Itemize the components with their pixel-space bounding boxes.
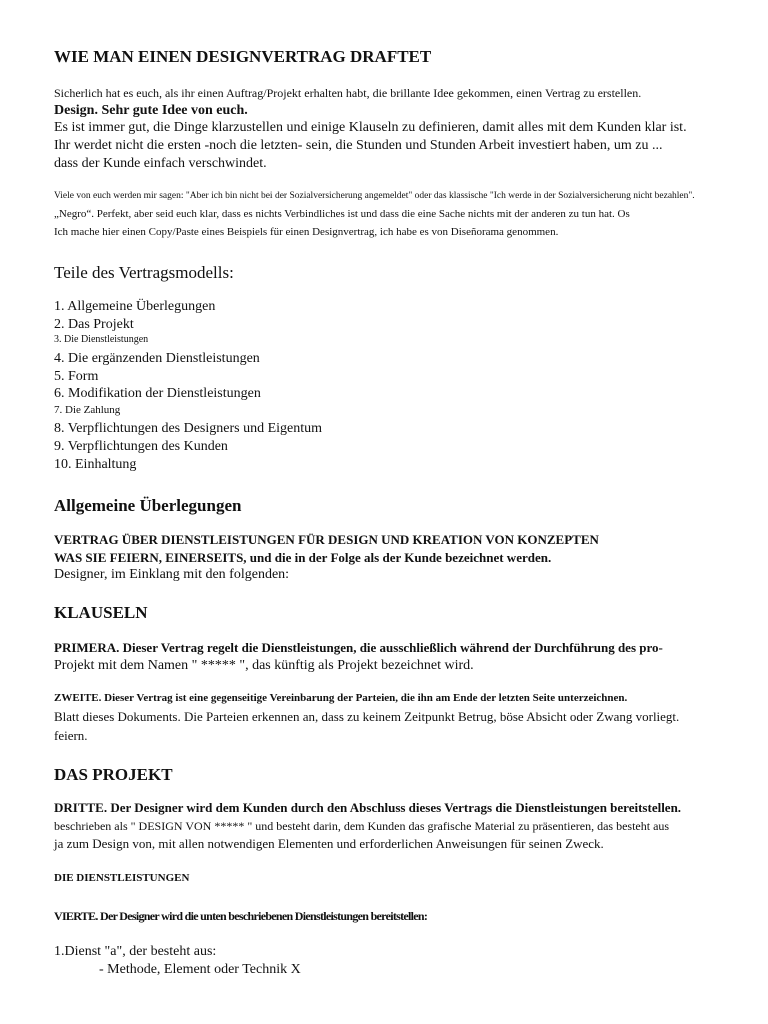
parts-item: 2. Das Projekt bbox=[54, 317, 134, 332]
dritte-line-1: beschrieben als " DESIGN VON ***** " und besteht darin, dem Kunden das grafische Material zu präsentieren, das besteht aus bbox=[54, 819, 670, 833]
vierte-bold-line: VIERTE. Der Designer wird die unten beschriebenen Dienstleistungen bereitstellen: bbox=[54, 909, 428, 923]
parts-item: 1. Allgemeine Überlegungen bbox=[54, 299, 216, 314]
service-item-1: 1.Dienst "a", der besteht aus: bbox=[54, 944, 217, 959]
parts-item: 4. Die ergänzenden Dienstleistungen bbox=[54, 351, 260, 366]
document-title: WIE MAN EINEN DESIGNVERTRAG DRAFTET bbox=[54, 47, 432, 66]
parts-item: 3. Die Dienstleistungen bbox=[54, 334, 149, 345]
general-heading: Allgemeine Überlegungen bbox=[54, 496, 242, 515]
general-bold-line-1: VERTRAG ÜBER DIENSTLEISTUNGEN FÜR DESIGN UND KREATION VON KONZEPTEN bbox=[54, 532, 599, 547]
dritte-line-2: ja zum Design von, mit allen notwendigen Elementen und erforderlichen Anweisungen für seinen Zweck. bbox=[54, 836, 604, 851]
service-item-1-sub: - Methode, Element oder Technik X bbox=[99, 962, 301, 977]
note-line-2: „Negro“. Perfekt, aber seid euch klar, dass es nichts Verbindliches ist und dass die eine Sache nichts mit der anderen zu tun hat. Os bbox=[54, 208, 630, 220]
parts-heading: Teile des Vertragsmodells: bbox=[54, 263, 234, 282]
general-bold-line-2: WAS SIE FEIERN, EINERSEITS, und die in der Folge als der Kunde bezeichnet werden. bbox=[54, 550, 552, 565]
parts-item: 10. Einhaltung bbox=[54, 457, 137, 472]
zweite-bold-line: ZWEITE. Dieser Vertrag ist eine gegenseitige Vereinbarung der Parteien, die ihn am Ende der letzten Seite unterzeichnen. bbox=[54, 692, 628, 704]
intro-line-3: Ihr werdet nicht die ersten -noch die letzten- sein, die Stunden und Stunden Arbeit investiert haben, um zu ... bbox=[54, 138, 663, 153]
parts-item: 8. Verpflichtungen des Designers und Eigentum bbox=[54, 421, 323, 436]
intro-bold-line: Design. Sehr gute Idee von euch. bbox=[54, 103, 248, 118]
general-line: Designer, im Einklang mit den folgenden: bbox=[54, 567, 290, 582]
dritte-bold-line: DRITTE. Der Designer wird dem Kunden durch den Abschluss dieses Vertrags die Dienstleistungen bereitstellen. bbox=[54, 800, 682, 815]
services-heading: DIE DIENSTLEISTUNGEN bbox=[54, 872, 190, 884]
parts-item: 6. Modifikation der Dienstleistungen bbox=[54, 386, 261, 401]
intro-line-1: Sicherlich hat es euch, als ihr einen Auftrag/Projekt erhalten habt, die brillante Idee gekommen, einen Vertrag zu erstellen. bbox=[54, 86, 642, 100]
parts-item: 9. Verpflichtungen des Kunden bbox=[54, 439, 228, 454]
primera-bold-line: PRIMERA. Dieser Vertrag regelt die Dienstleistungen, die ausschließlich während der Durchführung des pro- bbox=[54, 640, 663, 655]
zweite-line-2: feiern. bbox=[54, 728, 88, 743]
note-line-3: Ich mache hier einen Copy/Paste eines Beispiels für einen Designvertrag, ich habe es von Diseñorama genommen. bbox=[54, 226, 559, 238]
note-line-1: Viele von euch werden mir sagen: "Aber ich bin nicht bei der Sozialversicherung angemeldet" oder das klassische "Ich werde in der Sozialversicherung nicht bezahlen". bbox=[54, 191, 695, 201]
clauses-heading: KLAUSELN bbox=[54, 603, 148, 622]
project-heading: DAS PROJEKT bbox=[54, 765, 173, 784]
zweite-line-1: Blatt dieses Dokuments. Die Parteien erkennen an, dass zu keinem Zeitpunkt Betrug, böse Absicht oder Zwang vorliegt. bbox=[54, 709, 680, 724]
intro-line-4: dass der Kunde einfach verschwindet. bbox=[54, 156, 267, 171]
intro-line-2: Es ist immer gut, die Dinge klarzustellen und einige Klauseln zu definieren, damit alles mit dem Kunden klar ist. bbox=[54, 120, 687, 135]
parts-item: 5. Form bbox=[54, 369, 99, 384]
parts-item: 7. Die Zahlung bbox=[54, 404, 121, 416]
primera-line: Projekt mit dem Namen " ***** ", das künftig als Projekt bezeichnet wird. bbox=[54, 658, 474, 673]
